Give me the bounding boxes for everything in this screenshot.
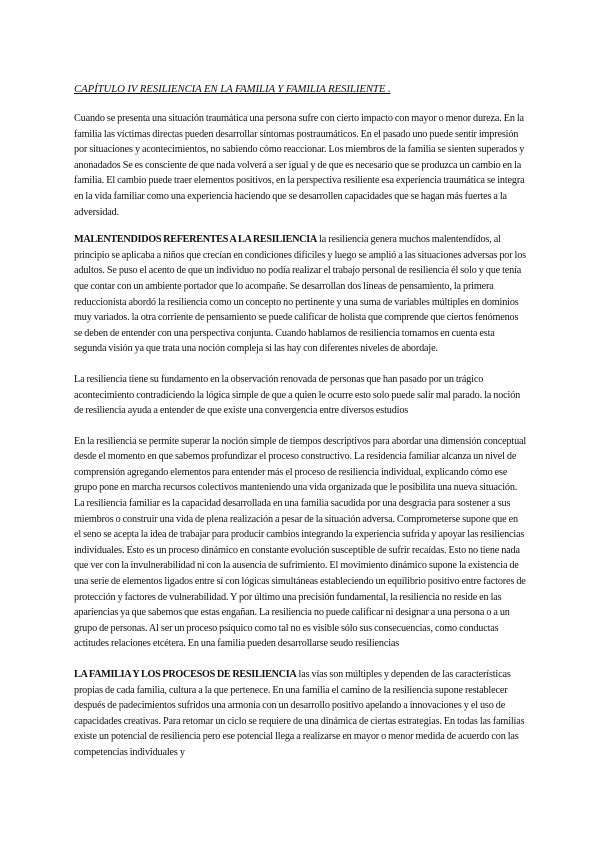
paragraph-malentendidos bbox=[74, 232, 527, 357]
paragraph-familia-procesos bbox=[74, 667, 527, 761]
chapter-title: CAPÍTULO IV RESILIENCIA EN LA FAMILIA Y FAMILIA RESILIENTE . bbox=[74, 83, 391, 95]
paragraph-text: La resiliencia tiene su fundamento en la observación renovada de personas que han pasado por un trágico acontecimiento contradiciendo la lógica simple de que a quien le ocurre esto solo puede salir mal parado. la noción de resiliencia ayuda a entender de que existe una convergencia entre diversos estudios bbox=[74, 373, 521, 417]
paragraph-fundamento bbox=[74, 372, 527, 419]
paragraph-text: Cuando se presenta una situación traumática una persona sufre con cierto impacto con mayor o menor dureza. En la familia las víctimas directas pueden desarrollar síntomas postraumáticos. En el pasado uno puede sentir impresión por situaciones y acontecimientos, no sabiendo cómo reaccionar. Los miembros de la familia se sienten superados y anonadados Se es consciente de que nada volverá a ser igual y de que es necesario que se produzca un cambio en la familia. El cambio puede traer elementos positivos, en la perspectiva resiliente esa experiencia traumática se integra en la vida familiar como una experiencia haciendo que se desarrollen capacidades que se hagan más fuertes a la adversidad. bbox=[74, 113, 525, 218]
paragraph-intro bbox=[74, 111, 527, 220]
paragraph-text: las vías son múltiples y dependen de las características propias de cada familia, cultura a la que pertenece. En una familia el camino de la resiliencia supone restablecer después de padecimientos sufridos una armonía con un desarrollo positivo apelando a innovaciones y el uso de capacidades creativas. Para retomar un ciclo se requiere de una dinámica de ciertas estrategias. En todas las familias existe un potencial de resiliencia pero ese potencial llega a realizarse en mayor o menor medida de acuerdo con las competencias individuales y bbox=[74, 669, 525, 758]
paragraph-resiliencia-familiar bbox=[74, 434, 527, 652]
paragraph-text: En la resiliencia se permite superar la noción simple de tiempos descriptivos para abordar una dimensión conceptual desde el momento en que sabemos profundizar el proceso constructivo. La residencia familiar alcanza un nivel de comprensión agregando elementos para entender más el proceso de resiliencia individual, explicando cómo ese grupo pone en marcha recursos colectivos manteniendo una vida organizada que le posibilita una nueva situación. La resiliencia familiar es la capacidad desarrollada en una familia sacudida por una desgracia para sostener a sus miembros o construir una vida de plena realización a pesar de la situación adversa. Comprometerse supone que en el seno se acepta la idea de trabajar para producir cambios integrando la experiencia sufrida y apoyar las resiliencias individuales. Esto es un proceso dinámico en constante evolución susceptible de sufrir recaídas. Esto no tiene nada que ver con la invulnerabilidad ni con la ausencia de sufrimiento. El movimiento dinámico supone la existencia de una serie de elementos ligados entre sí con lógicas simultáneas estableciendo un equilibrio positivo entre factores de protección y factores de vulnerabilidad. Y por último una precisión fundamental, la resiliencia no reside en las apariencias ya que sabemos que estas engañan. La resiliencia no puede calificar ni designar a una persona o a un grupo de personas. Al ser un proceso psíquico como tal no es visible sólo sus consecuencias, como conductas actitudes relaciones etcétera. En una familia pueden desarrollarse seudo resiliencias bbox=[74, 435, 527, 650]
paragraph-text: la resiliencia genera muchos malentendidos, al principio se aplicaba a niños que crecían en condiciones difíciles y luego se amplió a las situaciones adversas por los adultos. Se puso el acento de que un individuo no podía realizar el trabajo personal de resiliencia él solo y que tenía que contar con un ambiente portador que lo acompañe. Se desarrollan dos líneas de pensamiento, la primera reduccionista abordó la resiliencia como un concepto no pertinente y una suma de variables múltiples en dominios muy variados. la otra corriente de pensamiento se puede calificar de holista que comprende que ciertos fenómenos se deben de entender con una perspectiva conjunta. Cuando hablamos de resiliencia tomamos en cuenta esta segunda visión ya que trata una noción compleja si las hay con diferentes niveles de abordaje. bbox=[74, 234, 527, 355]
document-body bbox=[74, 82, 527, 776]
section-heading-malentendidos: MALENTENDIDOS REFERENTES A LA RESILIENCIA bbox=[74, 234, 317, 246]
section-heading-familia-procesos: LA FAMILIA Y LOS PROCESOS DE RESILIENCIA bbox=[74, 669, 297, 680]
